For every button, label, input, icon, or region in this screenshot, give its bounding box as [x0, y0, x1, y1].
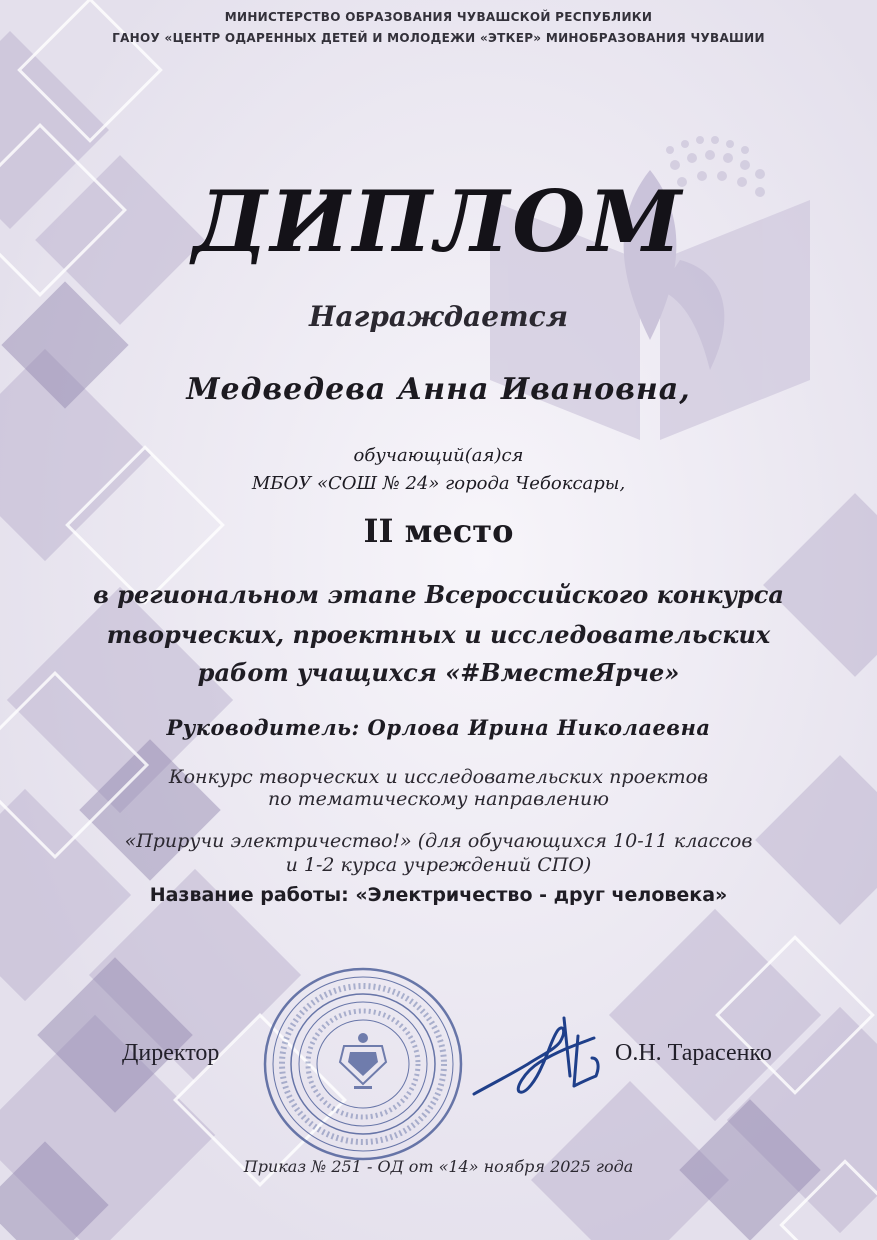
school-name: МБОУ «СОШ № 24» города Чебоксары, [251, 473, 626, 494]
awarded-label: Награждается [308, 300, 568, 333]
contest-description-line: «Приручи электричество!» (для обучающихся 10-11 классов [124, 830, 753, 852]
book-emblem-icon [470, 110, 830, 470]
student-label: обучающий(ая)ся [353, 445, 524, 466]
diploma-title: ДИПЛОМ [192, 172, 685, 271]
supervisor-line: Руководитель: Орлова Ирина Николаевна [166, 715, 711, 740]
ministry-header: МИНИСТЕРСТВО ОБРАЗОВАНИЯ ЧУВАШСКОЙ РЕСПУБЛИКИ [224, 10, 653, 24]
contest-description-line: Конкурс творческих и исследовательских проектов [168, 766, 709, 788]
recipient-name: Медведева Анна Ивановна, [186, 372, 691, 407]
contest-description-line: по тематическому направлению [267, 788, 610, 810]
work-title: Название работы: «Электричество - друг человека» [149, 884, 728, 906]
contest-description-line: и 1-2 курса учреждений СПО) [285, 854, 592, 876]
organization-header: ГАНОУ «ЦЕНТР ОДАРЕННЫХ ДЕТЕЙ И МОЛОДЕЖИ «ЭТКЕР» МИНОБРАЗОВАНИЯ ЧУВАШИИ [112, 31, 765, 45]
award-description-line: в региональном этапе Всероссийского конкурса [93, 580, 784, 609]
place-award: II место [363, 512, 514, 550]
award-description-line: творческих, проектных и исследовательских [106, 620, 771, 649]
award-description-line: работ учащихся «#ВместеЯрче» [197, 658, 680, 687]
official-stamp [262, 966, 464, 1162]
director-label: Директор [122, 1040, 220, 1066]
director-signature [468, 1006, 618, 1106]
order-footer: Приказ № 251 - ОД от «14» ноября 2025 года [243, 1157, 634, 1176]
signer-name: О.Н. Тарасенко [615, 1040, 772, 1066]
